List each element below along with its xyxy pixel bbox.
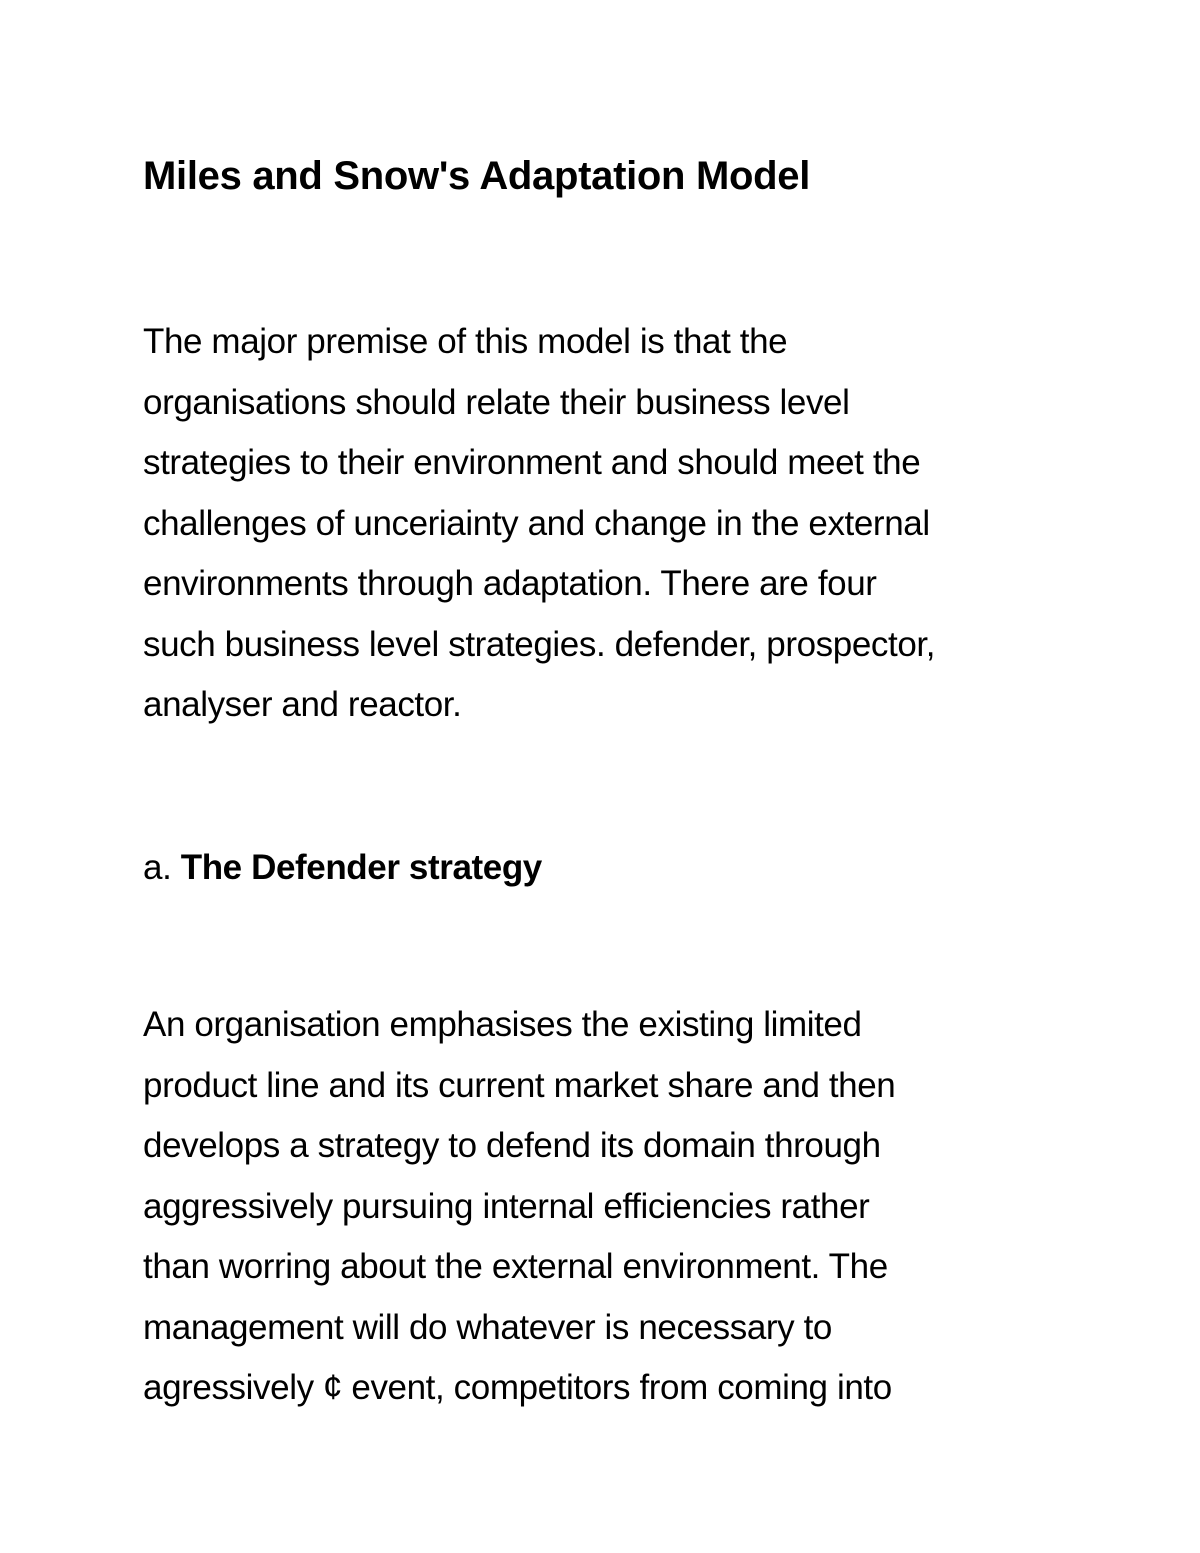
defender-line: aggressively pursuing internal efficiencies rather [143, 1186, 870, 1226]
intro-line: The major premise of this model is that the [143, 322, 788, 361]
intro-line: such business level strategies. defender, prospector, [143, 624, 936, 664]
intro-paragraph [143, 312, 935, 736]
section-a-heading [143, 842, 542, 894]
intro-line: environments through adaptation. There are four [143, 564, 877, 603]
intro-line: challenges of unceriainty and change in the external [143, 503, 930, 543]
defender-line: An organisation emphasises the existing limited [143, 1005, 862, 1044]
section-a-marker: a. [143, 848, 172, 887]
defender-line: than worring about the external environment. The [143, 1247, 888, 1286]
defender-line: product line and its current market share and then [143, 1065, 896, 1105]
section-a-heading-text: The Defender strategy [180, 848, 542, 887]
defender-line: agressively ¢ event, competitors from coming into [143, 1368, 892, 1407]
document-title: Miles and Snow's Adaptation Model [143, 154, 811, 198]
intro-line: analyser and reactor. [143, 685, 462, 724]
defender-paragraph [143, 995, 895, 1419]
defender-line: management will do whatever is necessary to [143, 1307, 832, 1347]
defender-line: develops a strategy to defend its domain through [143, 1126, 881, 1165]
intro-line: strategies to their environment and should meet the [143, 443, 921, 482]
intro-line: organisations should relate their business level [143, 382, 850, 422]
